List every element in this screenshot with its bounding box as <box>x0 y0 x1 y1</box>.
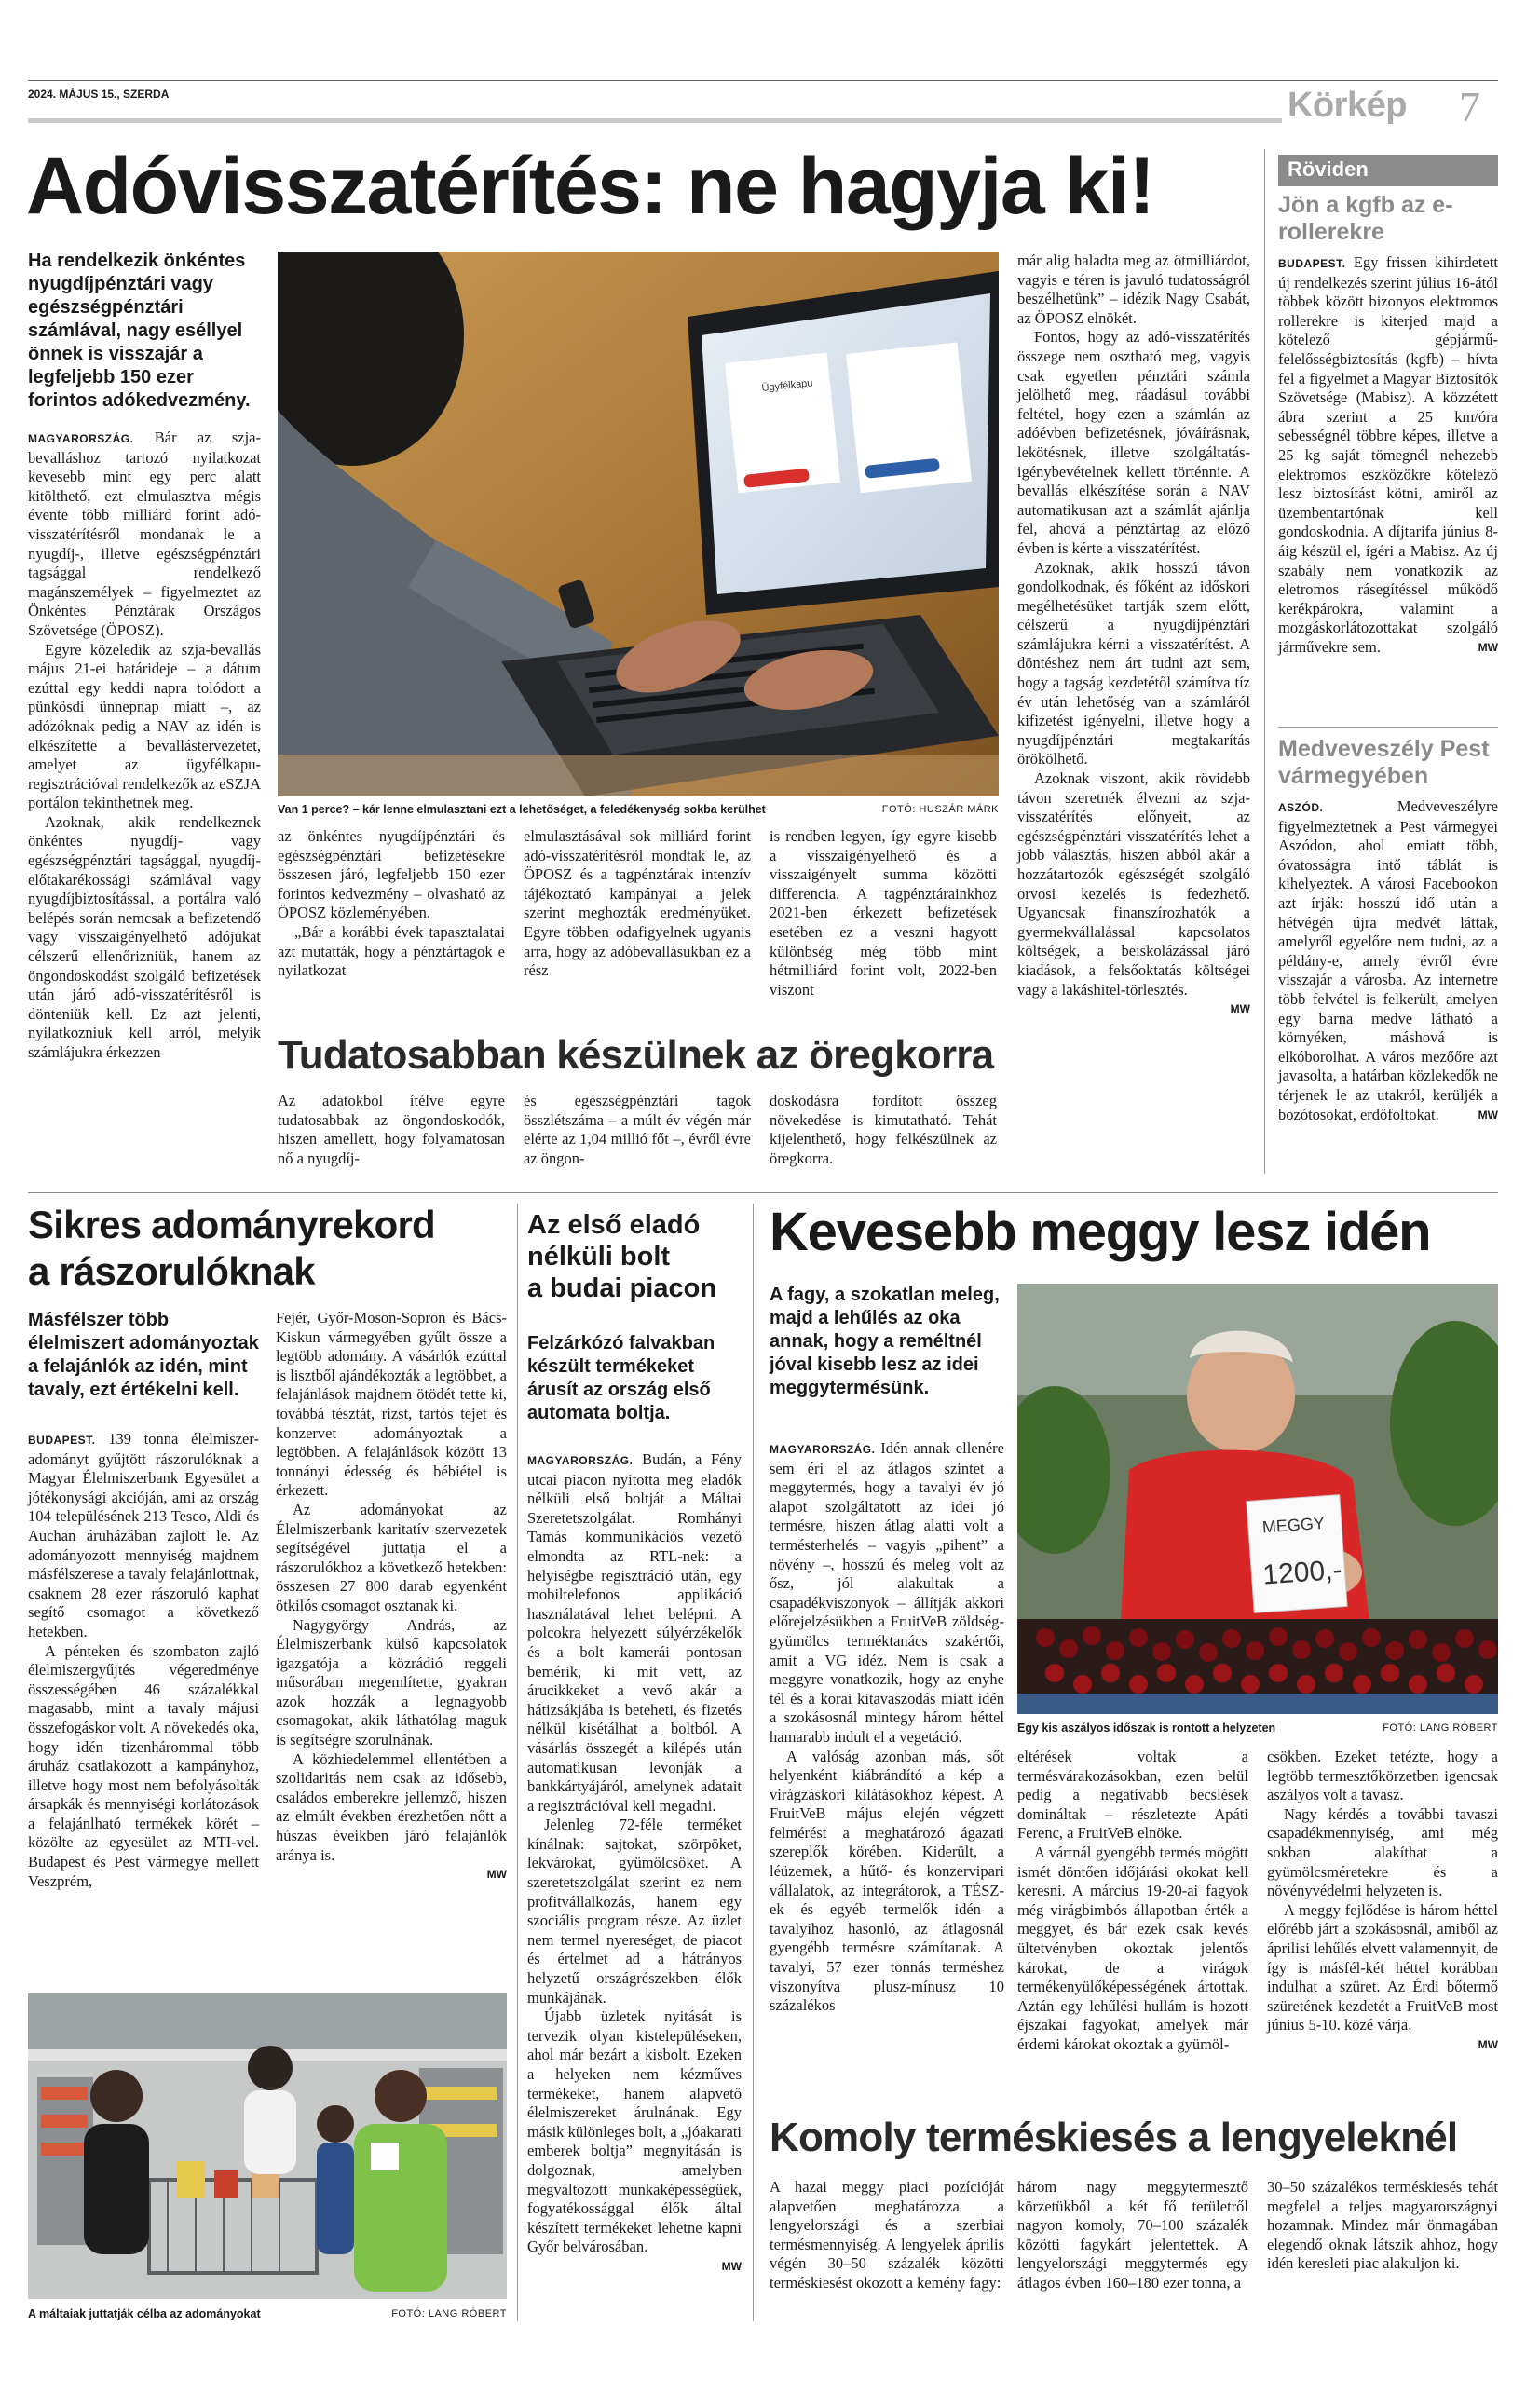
cherry-column-1: MAGYARORSZÁG. Idén annak ellenére sem éri el az átlagos szintet a meggytermés, hogy a tavalyi év jó alapot szolgáltatott az idei jó termésre, hiszen átlag alatti volt a termésterhelés – vagyis „pihent” a növény –, hosszú és meleg volt az ősz, jól alakultak a csapadékviszonyok – állítják akkori előrejelzésükben a FruitVeB zöldség-gyümölcs terméktanács szakértői, amit a VG idéz. Nem is csak a meggyre vonatkozik, hogy az enyhe tél és a korai kitavaszodás miatt idén a szokásosnál mintegy három héttel hamarabb indult el a vegetáció. A valóság azonban más, sőt helyenként kiábrándító a kép a virágzáskori kilátásokhoz képest. A FruitVeB május elején végzett felmérést a meghatározó ágazati szereplők körében. Kiderült, a léüzemek, a hűtő- és konzervipari vállalatok, az integrátorok, a TÉSZ-ek és egyéb termelők idén a tavalyihoz hasonló, az átlagosnál gyengébb termésre számítanak. A tavalyi, 57 ezer tonnás terméshez viszonyítva plusz-mínusz 10 százalékos <box>770 1439 1004 2015</box>
price-sign-value: 1200,- <box>1261 1554 1343 1591</box>
main-sub-column-3: doskodásra fordított összeg növekedése is kimutatható. Tehát kijelenthető, hogy felkészülnek az öregkorra. <box>770 1092 997 1167</box>
cherry-vendor-illustration <box>1017 1284 1498 1714</box>
issue-date: 2024. MÁJUS 15., SZERDA <box>28 88 170 101</box>
cherry-signature: MW <box>1478 2037 1498 2051</box>
cherry-column-2: eltérések voltak a termésvárakozásokban, ezen belül pedig a negatívabb becslések domináltak – részletezte Apáti Ferenc, a FruitVeB elnöke. A vártnál gyengébb termés mögött ismét döntően időjárási okokat kell keresni. A március 19-20-ai fagyok még virágbimbós állapotban érték a meggyet, és bár ezek csak kevés ültetvényben okoztak jelentős károkat, de a virágok termékenyülőképességének ártottak. Aztán egy lehűlési hullám is hozott éjszakai fagyokat, amelyek már érdemi károkat okoztak a gyümöl- <box>1017 1748 1248 2053</box>
main-headline: Adóvisszatérítés: ne hagyja ki! <box>26 142 1154 231</box>
main-column-1: MAGYARORSZÁG. Bár az szja-bevalláshoz tartozó nyilatkozat kevesebb mint egy perc alatt kitölthető, ezt elmulasztva mégis évente több milliárd forint adó-visszatérítésről mondanak le a nyugdíj-, illetve egészségpénztári tagsággal rendelkező magánszemélyek – figyelmeztet az Önkéntes Pénztárak Országos Szövetsége (ÖPOSZ). Egyre közeledik az szja-bevallás május 21-ei határideje – a dátum ezúttal egy keddi napra tolódott a pünkösdi ünnepnap miatt –, az adózóknak pedig a NAV az idén is elkészítette a bevallástervezetet, amelyet az ügyfélkapu-regisztrációval rendelkezők az eSZJA portálon tekinthetnek meg. Azoknak, akik rendelkeznek önkéntes nyugdíj- vagy egészségpénztári tagsággal, nyugdíj-előtakarékossági számlával vagy nyugdíjbiztosítással, a portálra való belépés során nemcsak a befizetendő vagy visszaigényelhető adójukat célszerű ellenőrizniük, hanem az öngondoskodást szolgáló befizetések után járó adó-visszatérítésről is dönteniük kell. Ez azt jelenti, nyilatkozniuk kell arról, melyik számlájukra érkezzen <box>28 429 261 1061</box>
main-photo-caption: Van 1 perce? – kár lenne elmulasztani ezt a lehetőséget, a feledékenység sokba kerülhet <box>278 803 766 816</box>
brief1-body: BUDAPEST. Egy frissen kihirdetett új rendelkezés szerint július 16-ától többek között bizonyos elektromos rollerekre is kiterjed majd a kötelező gépjármű-felelősségbiztosítás (kgfb) – hívta fel a figyelmet a Magyar Biztosítók Szövetsége (Mabisz). A közzétett ábra szerint a 25 km/óra sebességnél többre képes, illetve a 25 kg saját tömegnél nehezebb elektromos eszközökre kötelező lesz biztosítást kötni, amiről az üzembentartónak kell gondoskodnia. A díjtarifa június 8-áig készül el, ígéri a Mabisz. Az új szabály nem vonatkozik az eletromos rásegítéssel működő kerékpárokra, valamint a mozgáskorlátozottakat szolgáló járművekre sem. MW <box>1278 253 1499 656</box>
market-body: MAGYARORSZÁG. Budán, a Fény utcai piacon nyitotta meg eladók nélküli első boltját a Máltai Szeretetszolgálat. Romhányi Tamás kommunikációs vezető elmondta az RTL-nek: a helyiségbe regisztráció után, egy mobiltelefonos applikáció használatával lehet belépni. A polcokra helyezett súlyérzékelők és a bolt kamerái pontosan bemérik, ki mit vett, az árucikkeket a vevő akár a hátizsákjába is beteheti, és fizetés nélkül kisétálhat a boltból. A vásárlás összegét a kilépés után automatikusan levonják a bankkártyájáról, amelynek adatait a regisztrációval kell megadni. Jelenleg 72-féle terméket kínálnak: sajtokat, szörpöket, lekvárokat, gyümölcsöket. A szeretetszolgálat szerint ez nem profitvállalkozás, hanem egy szociális program része. Az üzlet nem termel nyereséget, de piacot és értelmet ad a hátrányos helyzetű országrészekben élők munkájának. Újabb üzletek nyitását is tervezik olyan kistelepüléseken, ahol már bezárt a kisbolt. Ezeken a helyeken nem kézműves termékeket, hanem alapvető élelmiszereket árulnának. Egy másik különleges bolt, a „jóakarati emberek boltja” megnyitásán is dolgoznak, amelyben megváltozott munkaképességűek, fogyatékossággal élők által készített termékeket lehetne kapni Győr belvárosában. MW <box>527 1450 742 2277</box>
market-headline: Az első eladó nélküli bolt a budai piacon <box>527 1210 717 1303</box>
donation-column-1: BUDAPEST. 139 tonna élelmiszer-adományt gyűjtött rászorulóknak a Magyar Élelmiszerbank Egyesület a jótékonysági akcióján, ami az ország 104 településének 213 Tesco, Aldi és Auchan áruházában zajlott le. Az adományozott mennyiség majdnem másfélszerese a tavaly felajánlottnak, csaknem 28 ezer rászoruló kaphat segítő csomagot a következő hetekben. A pénteken és szombaton zajló élelmiszergyűjtés végeredménye összességében 46 százalékkal magasabb, mint a tavaly májusi összefogáskor volt. A növekedés oka, hogy idén tizenhárommal több áruház csatlakozott a kampányhoz, illetve hogy most nem befolyásolták ársapkák és mennyiségi korlátozások a felajánlható termékek körét – közölte az egyesület az MTI-vel. Budapest és Pest vármegye mellett Veszprém, <box>28 1430 259 1890</box>
cherry-subhead: Komoly terméskiesés a lengyeleknél <box>770 2115 1458 2160</box>
donation-photo-caption: A máltaiak juttatják célba az adományokat <box>28 2307 261 2320</box>
laptop-user-illustration <box>278 252 999 796</box>
main-sub-column-1: Az adatokból ítélve egyre tudatosabbak az öngondoskodók, hiszen amellett, hogy folyamatosan nő a nyugdíj- <box>278 1092 505 1167</box>
brief1-headline: Jön a kgfb az e-rollerekre <box>1278 192 1453 245</box>
main-column-4: is rendben legyen, így egyre kisebb a visszaigényelhető és a visszaigényelt summa közötti differencia. A tagpénztárainkhoz 2021-ben érkezett befizetések esetében ez a veszni hagyott különbség még több mint hétmilliárd forint volt, 2022-ben viszont <box>770 827 997 999</box>
cherry-sub-column-3: 30–50 százalékos terméskiesés tehát megfelel a teljes magyarországnyi hozamnak. Mindez már önmagában elegendő oknak látszik ahhoz, hogy idén keresleti piac alakuljon ki. <box>1267 2178 1498 2273</box>
cherry-lead: A fagy, a szokatlan meleg, majd a lehűlés az oka annak, hogy a reméltnél jóval kisebb lesz az idei meggytermésünk. <box>770 1285 1000 1398</box>
price-sign-label: MEGGY <box>1261 1513 1326 1537</box>
brief2-signature: MW <box>1478 1108 1498 1122</box>
page-number: 7 <box>1459 83 1480 130</box>
main-lead: Ha rendelkezik önkéntes nyugdíjpénztári vagy egészségpénztári számlával, nagy eséllyel önnek is visszajár a legfeljebb 150 ezer forintos adókedvezmény. <box>28 251 251 411</box>
market-signature: MW <box>721 2259 742 2273</box>
brief2-body: ASZÓD. Medveveszélyre figyelmeztetnek a Pest vármegyei Aszódon, ahol emiatt több, óvatosságra intő táblát is kihelyeztek. A városi Facebookon azt írják: hosszú idő után a hétvégén újra medvét láttak, amelyről egyelőre nem tudni, az a példány-e, amely évről évre visszajár a városba. Az internetre több felvétel is felkerült, amelyen egy barna medve látható a környéken, máshová is elkóborolhat. A város mezőőre azt javasolta, a határban közlekedők ne térjenek le az utakról, kerüljék a bozótosokat, erdőfoltokat. MW <box>1278 797 1498 1123</box>
cherry-sub-column-1: A hazai meggy piaci pozícióját alapvetően meghatározza a lengyelországi és a szerbiai termésmennyiség. A lengyelek április végén 30–50 százalék közötti terméskiesést okozott a kemény fagy: <box>770 2178 1004 2292</box>
main-photo-credit: FOTÓ: HUSZÁR MÁRK <box>881 804 999 815</box>
main-sub-column-2: és egészségpénztári tagok összlétszáma – a múlt év végén már elérte az 1,04 millió főt –, évről évre az öngon- <box>524 1092 751 1167</box>
cherry-photo <box>1017 1284 1498 1714</box>
brief-separator <box>1278 727 1498 728</box>
main-column-2: az önkéntes nyugdíjpénztári és egészségpénztári befizetésekre összesen járó, legfeljebb 150 ezer forintos kedvezmény – olvasható az ÖPOSZ közleményében. „Bár a korábbi évek tapasztalatai azt mutatták, hogy a pénztártagok e nyilatkozat <box>278 827 505 980</box>
main-dateline: MAGYARORSZÁG. <box>28 432 134 445</box>
lower-section-rule <box>28 1192 1498 1193</box>
cherry-headline: Kevesebb meggy lesz idén <box>770 1202 1431 1262</box>
header-section-bar <box>28 118 1282 123</box>
briefs-divider <box>1264 149 1265 1174</box>
donation-photo <box>28 1993 507 2299</box>
cherry-photo-credit: FOTÓ: LANG RÓBERT <box>1383 1722 1498 1734</box>
svg-text:Ügyfélkapu: Ügyfélkapu <box>761 377 814 394</box>
market-cherry-divider <box>753 1204 754 2321</box>
main-column-5: már alig haladta meg az ötmilliárdot, vagyis e téren is javuló tudatosságról beszélhetünk” – idézik Nagy Csabát, az ÖPOSZ elnökét. Fontos, hogy az adó-visszatérítés összege nem osztható meg, vagyis csak egyetlen pénztári számla jelölhető meg, ráadásul további feltétel, hogy ezen a számlán az adóévben befizetésnek, jóváírásnak, lekötésnek, illetve szolgáltatás-igénybevételnek kellett történnie. A bevallás elkészítése során a NAV automatikusan azt a számlát ajánlja fel, ahová a pénztártag az előző évben is kérte a visszatérítést. Azoknak, akik hosszú távon gondolkodnak, és főként az időskori megélhetésüket tartják szem előtt, célszerű a nyugdíjpénztári számlájukra kérni a visszatérítést. A döntéshez nem árt tudni azt sem, hogy a tagság kezdetétől számítva tíz év után lehetőség van a számláról kifizetést igényelni, illetve hogy a nyugdíjpénztári megtakarítás örökölhető. Azoknak viszont, akik rövidebb távon szeretnék élvezni az szja-visszatérítés előnyeit, az egészségpénztári visszatérítés lehet a jobb választás, hiszen abból akár a hozzátartozók egészségét szolgáló orvosi kezelés is fedezhető. Ugyancsak finanszírozhatók a gyermekvállalással kapcsolatos költségek, a beiskolázással járó kiadások, a felsőoktatás költségei vagy a lakáshitel-törlesztés. MW <box>1017 252 1250 1019</box>
header-top-rule <box>28 80 1498 81</box>
donation-headline: Sikres adományrekord a rászorulóknak <box>28 1203 435 1293</box>
cherry-photo-caption: Egy kis aszályos időszak is rontott a helyzeten <box>1017 1721 1276 1735</box>
brief2-headline: Medveveszély Pest vármegyében <box>1278 736 1490 789</box>
brief1-signature: MW <box>1478 640 1498 654</box>
main-photo <box>278 252 999 796</box>
main-subhead: Tudatosabban készülnek az öregkorra <box>278 1032 994 1078</box>
donation-photo-credit: FOTÓ: LANG RÓBERT <box>391 2308 507 2320</box>
donation-lead: Másfélszer több élelmiszert adományoztak a felajánlók az idén, mint tavaly, ezt értékelni kell. <box>28 1310 259 1400</box>
donation-column-2: Fejér, Győr-Moson-Sopron és Bács-Kiskun vármegyében gyűlt össze a legtöbb adomány. A vásárlók ezúttal is lisztből ajándékozták a legtöbbet, a felajánlások majdnem ötödét tette ki, továbbá tésztát, rizst, tartós tejet és konzervet adományoztak a legtöbben. A felajánlások között 13 tonnányi édesség és bébiétel is érkezett. Az adományokat az Élelmiszerbank karitatív szervezetek segítségével juttatja el a rászorulókhoz a következő hetekben: összesen 27 800 darab egyenként ötkilós csomagot osztanak ki. Nagygyörgy András, az Élelmiszerbank külső kapcsolatok igazgatója a közrádió reggeli műsorában megemlítette, gyakran azok hozzák a legnagyobb csomagokat, akik láthatólag maguk is segítségre szorulnának. A közhiedelemmel ellentétben a szolidaritás nem csak az idősebb, családos emberekre jellemző, hiszen az elmúlt években érezhetően nőtt a húszas éveikben járó felajánlók aránya is. MW <box>276 1309 507 1884</box>
donation-signature: MW <box>486 1868 507 1882</box>
supermarket-volunteers-illustration <box>28 1993 507 2299</box>
briefs-label: Röviden <box>1278 155 1498 186</box>
section-name: Körkép <box>1288 86 1407 125</box>
main-signature: MW <box>1230 1002 1250 1016</box>
main-column-3: elmulasztásával sok milliárd forint adó-visszatérítésről mondtak le, az ÖPOSZ és a tagpénztárak intenzív tájékoztató kampányai a jelek szerint meghozták eredményüket. Egyre többen odafigyelnek ugyanis arra, hogy az adóbevallásukban ez a rész <box>524 827 751 980</box>
market-lead: Felzárkózó falvakban készült termékeket árusít az ország első automata boltja. <box>527 1333 715 1423</box>
cherry-column-3: csökben. Ezeket tetézte, hogy a legtöbb termesztőkörzetben igencsak aszályos volt a tavasz. Nagy kérdés a további tavaszi csapadékmennyiség, ami még sokban alakíthat a gyümölcsméretekre és a növényvédelmi helyzeten is. A meggy fejlődése is három héttel előrébb járt a szokásosnál, amiből az áprilisi lehűlés elvett valamennyit, de így is másfél-két héttel korábban indulhat a szüret. Az Érdi bőtermő szüretének kezdetét a FruitVeB most június 5-10. közé várja. MW <box>1267 1748 1498 2055</box>
cherry-sub-column-2: három nagy meggytermesztő körzetükből a két fő területről nagyon komoly, 70–100 százalék közötti fagykárt jelentettek. A lengyelországi meggytermés egy átlagos évben 160–180 ezer tonna, a <box>1017 2178 1248 2292</box>
donation-market-divider <box>517 1204 518 2321</box>
